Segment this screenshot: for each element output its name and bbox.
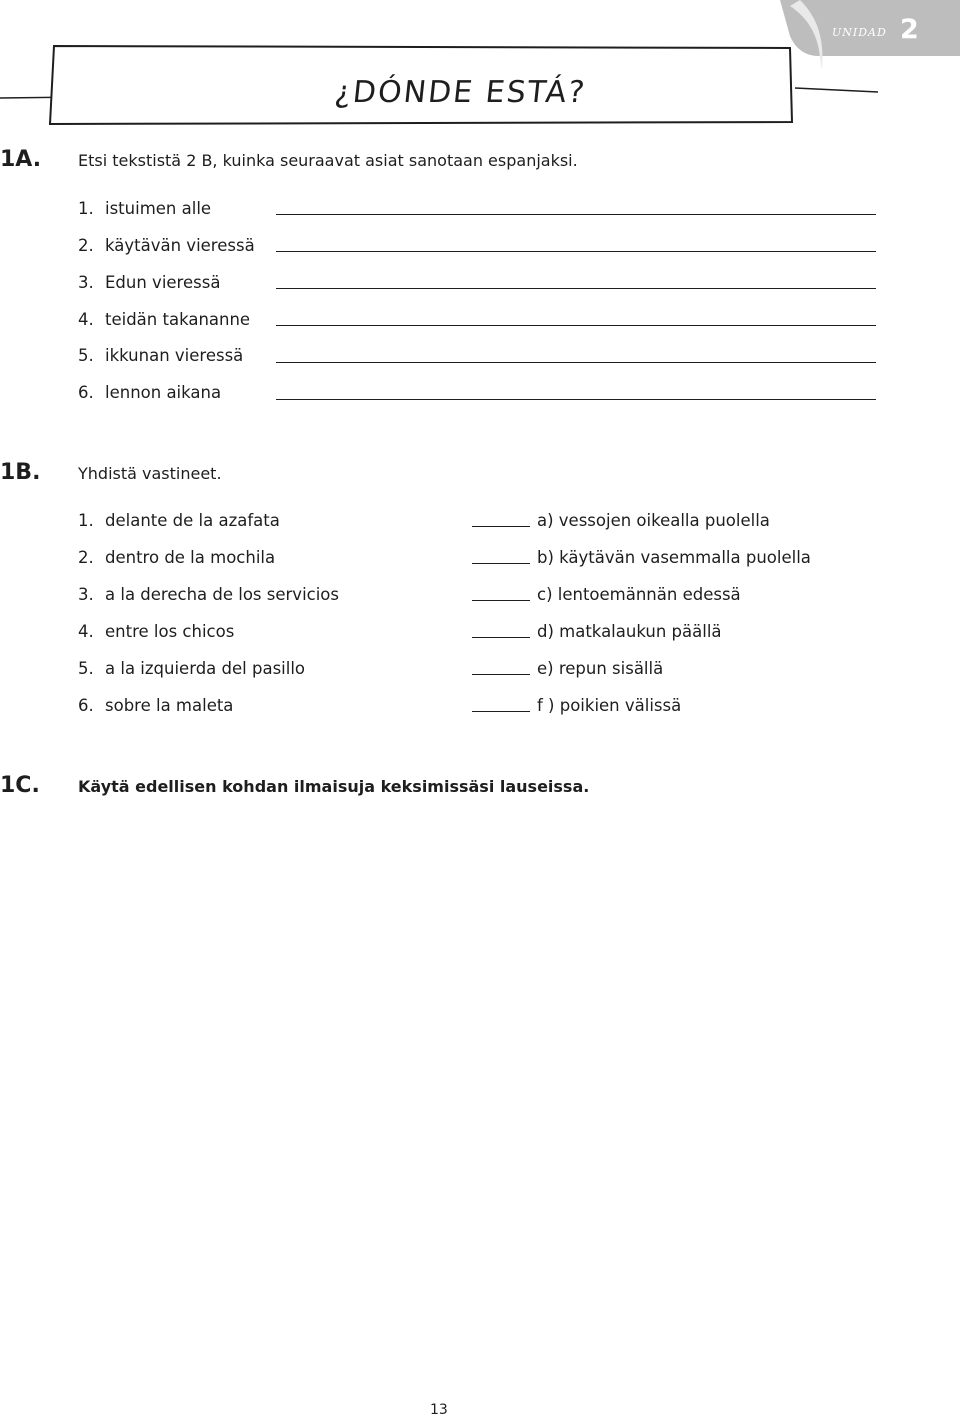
match-option: a) vessojen oikealla puolella xyxy=(537,511,770,530)
list-item: 4. teidän takananne xyxy=(78,310,251,329)
list-item: 4. entre los chicos xyxy=(78,622,235,641)
match-blank[interactable] xyxy=(472,711,530,712)
unit-number: 2 xyxy=(900,14,919,45)
list-item: 2. dentro de la mochila xyxy=(78,548,276,567)
section-instruction-1c: Käytä edellisen kohdan ilmaisuja keksimissäsi lauseissa. xyxy=(78,777,590,796)
answer-line[interactable] xyxy=(276,251,876,252)
match-blank[interactable] xyxy=(472,600,530,601)
list-item: 1. istuimen alle xyxy=(78,199,212,218)
match-option: c) lentoemännän edessä xyxy=(537,585,741,604)
match-option: f ) poikien välissä xyxy=(537,696,682,715)
list-item: 6. sobre la maleta xyxy=(78,696,234,715)
answer-line[interactable] xyxy=(276,362,876,363)
section-number-1a: 1A. xyxy=(0,147,42,172)
match-option: d) matkalaukun päällä xyxy=(537,622,722,641)
section-instruction-1a: Etsi tekstistä 2 B, kuinka seuraavat asiat sanotaan espanjaksi. xyxy=(78,151,578,170)
section-number-1b: 1B. xyxy=(0,460,41,485)
page-title: ¿DÓNDE ESTÁ? xyxy=(333,75,588,110)
match-option: b) käytävän vasemmalla puolella xyxy=(537,548,811,567)
list-item: 5. ikkunan vieressä xyxy=(78,346,244,365)
list-item: 2. käytävän vieressä xyxy=(78,236,255,255)
list-item: 5. a la izquierda del pasillo xyxy=(78,659,306,678)
list-item: 6. lennon aikana xyxy=(78,383,222,402)
match-blank[interactable] xyxy=(472,526,530,527)
match-option: e) repun sisällä xyxy=(537,659,664,678)
answer-line[interactable] xyxy=(276,399,876,400)
list-item: 1. delante de la azafata xyxy=(78,511,280,530)
answer-line[interactable] xyxy=(276,214,876,215)
section-number-1c: 1C. xyxy=(0,773,40,798)
match-blank[interactable] xyxy=(472,637,530,638)
answer-line[interactable] xyxy=(276,325,876,326)
unit-label: unidad xyxy=(832,22,887,40)
page-number: 13 xyxy=(430,1402,448,1418)
match-blank[interactable] xyxy=(472,563,530,564)
match-blank[interactable] xyxy=(472,674,530,675)
section-instruction-1b: Yhdistä vastineet. xyxy=(78,464,222,483)
list-item: 3. a la derecha de los servicios xyxy=(78,585,339,604)
list-item: 3. Edun vieressä xyxy=(78,273,221,292)
answer-line[interactable] xyxy=(276,288,876,289)
